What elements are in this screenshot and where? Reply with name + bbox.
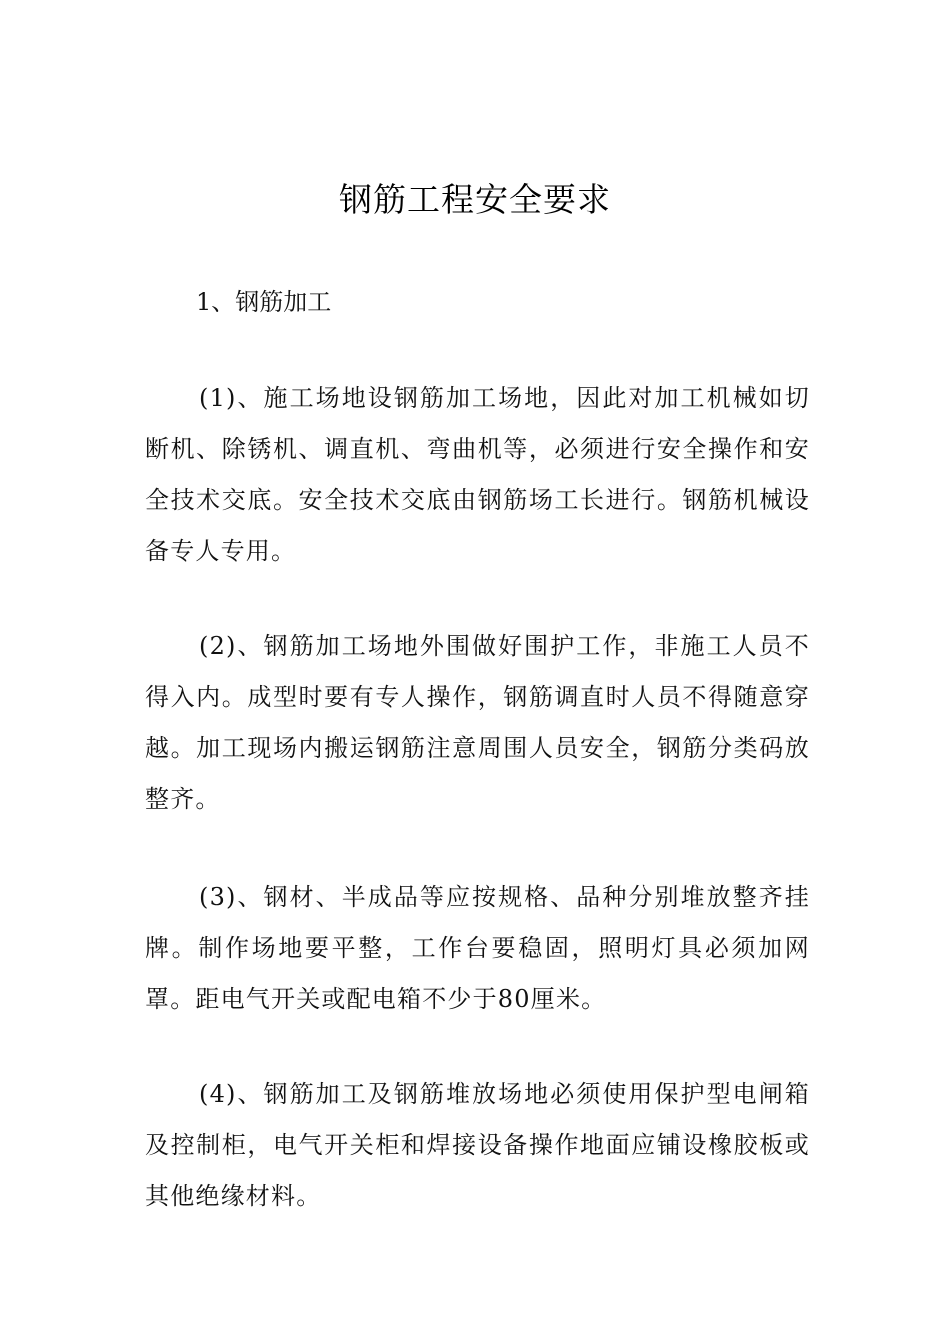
paragraph-2: (2)、钢筋加工场地外围做好围护工作，非施工人员不得入内。成型时要有专人操作，钢筋调直时人员不得随意穿越。加工现场内搬运钢筋注意周围人员安全，钢筋分类码放整齐。 [145,632,810,813]
document-title: 钢筋工程安全要求 [339,180,611,219]
section-heading: 1、钢筋加工 [196,288,332,316]
paragraph-3: (3)、钢材、半成品等应按规格、品种分别堆放整齐挂牌。制作场地要平整，工作台要稳固，照明灯具必须加网罩。距电气开关或配电箱不少于80厘米。 [145,883,810,1013]
paragraph-4: (4)、钢筋加工及钢筋堆放场地必须使用保护型电闸箱及控制柜，电气开关柜和焊接设备操作地面应铺设橡胶板或其他绝缘材料。 [145,1080,810,1210]
paragraph-1: (1)、施工场地设钢筋加工场地，因此对加工机械如切断机、除锈机、调直机、弯曲机等，必须进行安全操作和安全技术交底。安全技术交底由钢筋场工长进行。钢筋机械设备专人专用。 [145,384,810,565]
